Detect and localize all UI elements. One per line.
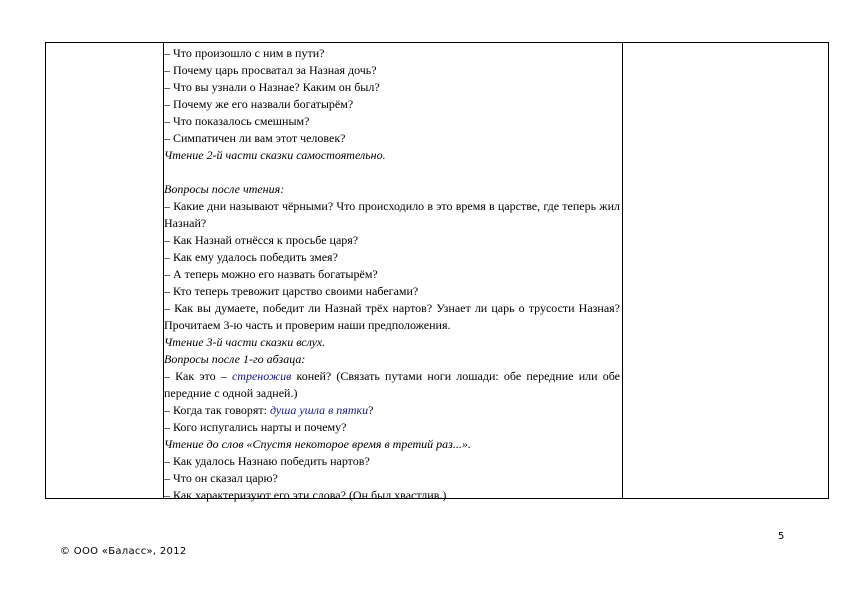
question-line: – Как удалось Назнаю победить нартов? <box>164 454 370 468</box>
question-line: – Кого испугались нарты и почему? <box>164 420 347 434</box>
question-text: коней? (Связать путами ноги лошади: обе передние или обе передние с одной задней.) <box>164 369 620 400</box>
question-line: – Что произошло с ним в пути? <box>164 46 325 60</box>
right-column-divider <box>622 43 623 498</box>
question-line: – Как вы думаете, победит ли Назнай трёх нартов? Узнает ли царь о трусости Назная? Прочитаем 3-ю часть и проверим наши предположения. <box>164 301 620 332</box>
question-text: – Когда так говорят: <box>164 403 271 417</box>
question-line: – Что вы узнали о Назнае? Каким он был? <box>164 80 380 94</box>
question-text: ? <box>368 403 374 417</box>
question-line: – Что показалось смешным? <box>164 114 310 128</box>
blank-line <box>164 164 620 181</box>
copyright-footer: © ООО «Баласс», 2012 <box>60 546 187 557</box>
page-number: 5 <box>778 531 785 542</box>
highlighted-term: душа ушла в пятки <box>270 403 369 417</box>
lesson-content-cell <box>164 45 620 504</box>
question-line <box>164 368 620 402</box>
lesson-table <box>45 42 829 502</box>
section-heading: Вопросы после чтения: <box>164 182 285 196</box>
question-line: – Как характеризуют его эти слова? (Он был хвастлив.) <box>164 488 447 502</box>
reading-instruction: Чтение 3-й части сказки вслух. <box>164 335 326 349</box>
question-line: – Что он сказал царю? <box>164 471 278 485</box>
highlighted-term: стреножив <box>231 369 292 383</box>
section-heading: Вопросы после 1-го абзаца: <box>164 352 306 366</box>
reading-instruction: Чтение 2-й части сказки самостоятельно. <box>164 148 386 162</box>
question-line <box>164 402 620 419</box>
reading-instruction: Чтение до слов «Спустя некоторое время в третий раз...». <box>164 437 471 451</box>
question-line: – Как Назнай отнёсся к просьбе царя? <box>164 233 359 247</box>
question-line: – Почему же его назвали богатырём? <box>164 97 354 111</box>
question-line: – Почему царь просватал за Назная дочь? <box>164 63 377 77</box>
question-line: – Кто теперь тревожит царство своими набегами? <box>164 284 419 298</box>
question-line: – Как ему удалось победить змея? <box>164 250 338 264</box>
question-line: – Симпатичен ли вам этот человек? <box>164 131 346 145</box>
question-line: – А теперь можно его назвать богатырём? <box>164 267 378 281</box>
question-line: – Какие дни называют чёрными? Что происходило в это время в царстве, где теперь жил Назнай? <box>164 199 620 230</box>
question-text: – Как это – <box>164 369 232 383</box>
